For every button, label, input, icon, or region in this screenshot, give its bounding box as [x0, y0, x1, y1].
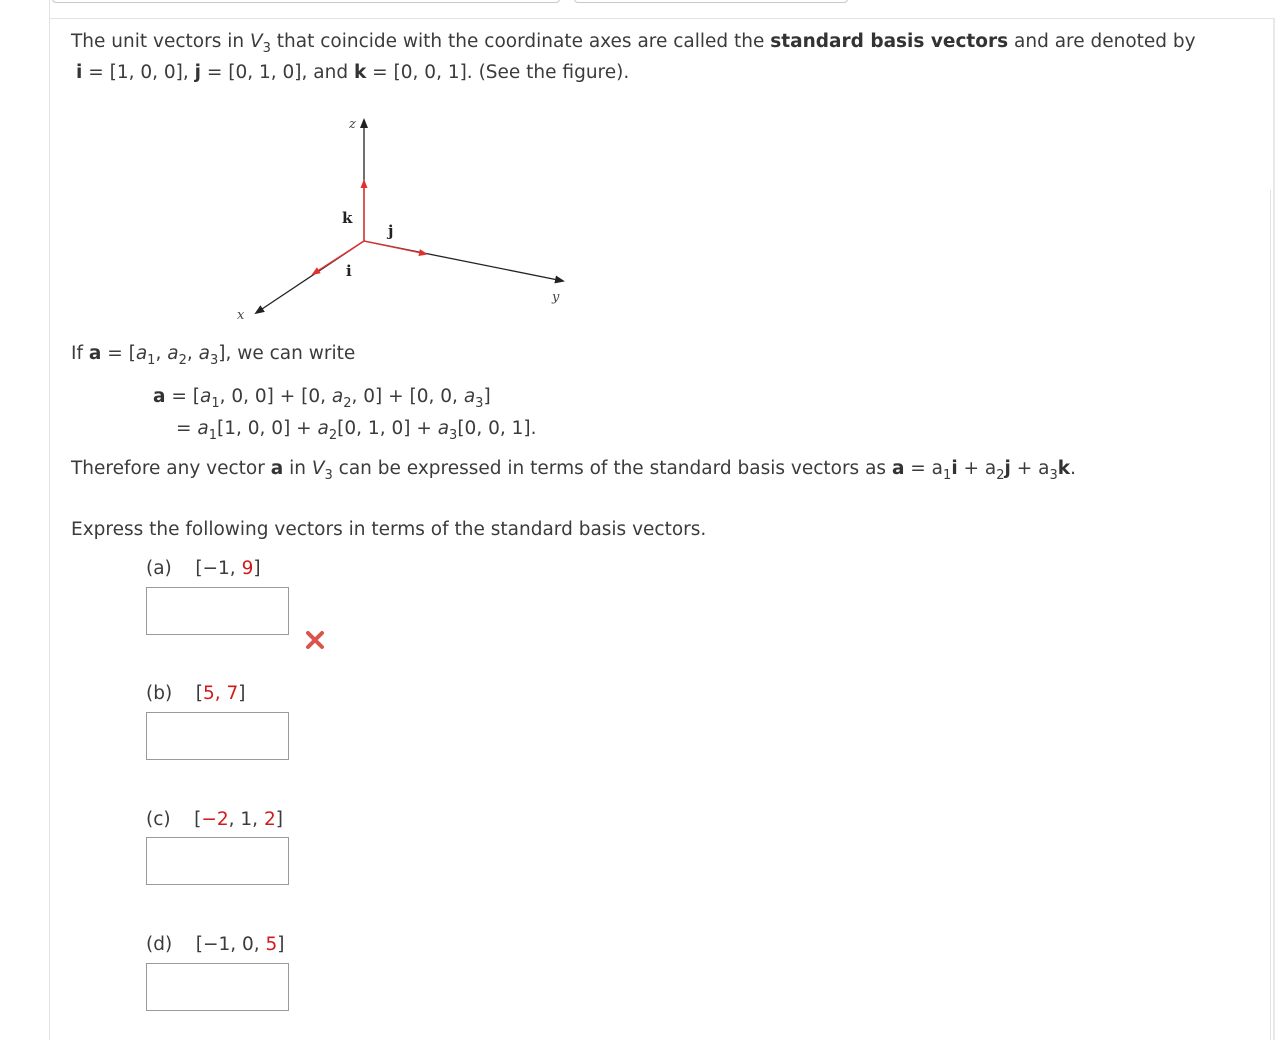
z-axis-label: z	[349, 117, 356, 132]
top-tab-2[interactable]	[574, 0, 848, 3]
part-a-prompt: (a) [−1, 9]	[146, 558, 261, 579]
intro-line-2: i = [1, 0, 0], j = [0, 1, 0], and k = [0, 0, 1]. (See the figure).	[76, 62, 630, 83]
i-label: i	[346, 262, 352, 280]
part-d-answer-input[interactable]	[146, 963, 289, 1011]
therefore-line: Therefore any vector a in $V_3$ can be expressed in terms of the standard basis vectors as $a = a_1i + a_2j + a_3k$.	[71, 458, 1076, 483]
part-c-prompt: (c) [−2, 1, 2]	[146, 809, 283, 830]
intro-line-1: The unit vectors in $V_3$ that coincide with the coordinate axes are called the standard basis vectors and are denoted by	[71, 31, 1196, 56]
part-a-label: (a)	[146, 558, 172, 579]
equation-line-1: $a = [a_1$, 0, 0] + [0, $a_2$, 0] + [0, 0, $a_3$]	[153, 386, 491, 411]
instruction: Express the following vectors in terms of the standard basis vectors.	[71, 519, 707, 540]
part-d-prompt: (d) [−1, 0, 5]	[146, 934, 285, 955]
y-axis-label: y	[552, 290, 560, 305]
i-vector	[313, 241, 364, 274]
part-b-prompt: (b) [5, 7]	[146, 683, 246, 704]
basis-vectors-figure	[220, 108, 600, 333]
part-c-answer-input[interactable]	[146, 837, 289, 885]
part-c-label: (c)	[146, 809, 171, 830]
if-line: If $a = [a_1$, $a_2$, $a_3$], we can write	[71, 343, 356, 368]
part-b-label: (b)	[146, 683, 173, 704]
part-a-answer-input[interactable]	[146, 587, 289, 635]
j-vector	[364, 241, 426, 254]
x-mark-icon	[304, 629, 326, 651]
right-border-inner	[1270, 190, 1271, 1040]
j-label: j	[388, 222, 394, 240]
left-border	[49, 0, 50, 1040]
equation-line-2: = $a_1[1$, 0, $0] + a_2[0$, 1, $0] + a_3[0$, 0, 1].	[176, 418, 537, 443]
divider	[50, 18, 1275, 19]
top-tab-1[interactable]	[52, 0, 560, 3]
k-label: k	[342, 209, 353, 227]
part-b-answer-input[interactable]	[146, 712, 289, 760]
x-axis-label: x	[237, 308, 245, 323]
part-d-label: (d)	[146, 934, 173, 955]
